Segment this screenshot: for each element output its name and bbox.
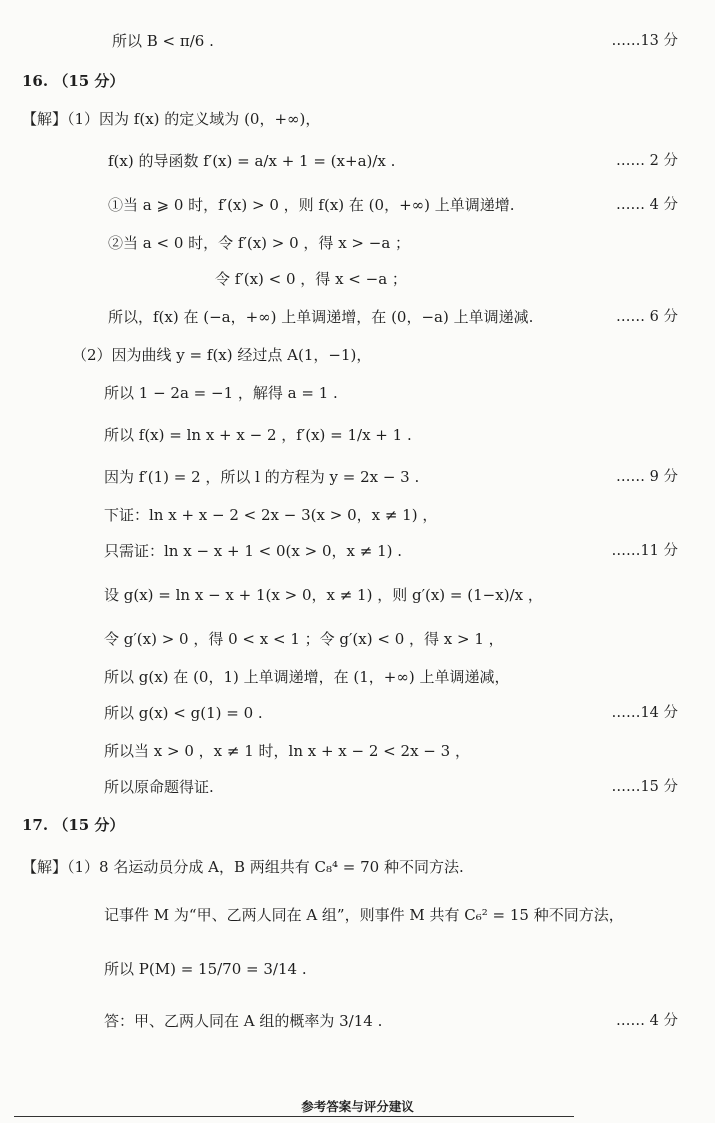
score-mark: …… 2 分 <box>616 153 678 169</box>
text-line: 所以当 x > 0 ，x ≠ 1 时，ln x + x − 2 < 2x − 3 ， <box>104 742 470 760</box>
footer-rule <box>14 1116 574 1117</box>
text-line: 只需证：ln x − x + 1 < 0(x > 0，x ≠ 1) . <box>104 542 403 560</box>
text-line: 所以 P(M) = 15/70 = 3/14 . <box>104 960 307 978</box>
text-line: 令 g′(x) > 0 ，得 0 < x < 1 ；令 g′(x) < 0 ，得 x > 1 ， <box>104 630 504 648</box>
text-line: 所以 g(x) < g(1) = 0 . <box>104 704 263 722</box>
text-line: 【解】（1）因为 f(x) 的定义域为 (0，+∞)， <box>22 110 321 128</box>
text-line: 所以 f(x) = ln x + x − 2 ，f′(x) = 1/x + 1 . <box>104 426 412 444</box>
score-mark: …… 4 分 <box>616 197 678 213</box>
text-line: f(x) 的导函数 f′(x) = a/x + 1 = (x+a)/x . <box>108 152 396 170</box>
score-mark: …… 4 分 <box>616 1013 678 1029</box>
problem-heading: 16. （15 分） <box>22 72 125 90</box>
text-line: 【解】（1）8 名运动员分成 A，B 两组共有 C₈⁴ = 70 种不同方法. <box>22 858 464 876</box>
page-footer: 参考答案与评分建议 <box>301 1099 414 1114</box>
text-line: 设 g(x) = ln x − x + 1(x > 0，x ≠ 1) ，则 g′(x) = (1−x)/x ， <box>104 586 543 604</box>
score-mark: ……14 分 <box>611 705 678 721</box>
text-line: 所以 1 − 2a = −1 ，解得 a = 1 . <box>104 384 338 402</box>
text-line: 所以 g(x) 在 (0，1) 上单调递增，在 (1，+∞) 上单调递减， <box>104 668 510 686</box>
score-mark: …… 6 分 <box>616 309 678 325</box>
text-line: 答：甲、乙两人同在 A 组的概率为 3/14 . <box>104 1012 383 1030</box>
score-mark: ……15 分 <box>611 779 678 795</box>
text-line: 下证：ln x + x − 2 < 2x − 3(x > 0，x ≠ 1) ， <box>104 506 438 524</box>
text-line: 令 f′(x) < 0 ，得 x < −a ； <box>215 270 407 288</box>
text-line: 所以 B < π/6 . <box>112 32 214 50</box>
text-line: 所以，f(x) 在 (−a，+∞) 上单调递增，在 (0，−a) 上单调递减. <box>108 308 534 326</box>
text-line: 所以原命题得证. <box>104 778 214 796</box>
score-mark: ……11 分 <box>611 543 678 559</box>
text-line: 因为 f′(1) = 2 ，所以 l 的方程为 y = 2x − 3 . <box>104 468 420 486</box>
problem-heading: 17. （15 分） <box>22 816 125 834</box>
score-mark: ……13 分 <box>611 33 678 49</box>
score-mark: …… 9 分 <box>616 469 678 485</box>
text-line: 记事件 M 为“甲、乙两人同在 A 组”，则事件 M 共有 C₆² = 15 种不同方法， <box>104 906 624 924</box>
text-line: （2）因为曲线 y = f(x) 经过点 A(1，−1)， <box>72 346 372 364</box>
text-line: ②当 a < 0 时，令 f′(x) > 0 ，得 x > −a ； <box>108 234 411 252</box>
text-line: ①当 a ⩾ 0 时，f′(x) > 0 ，则 f(x) 在 (0，+∞) 上单调递增. <box>108 196 515 214</box>
